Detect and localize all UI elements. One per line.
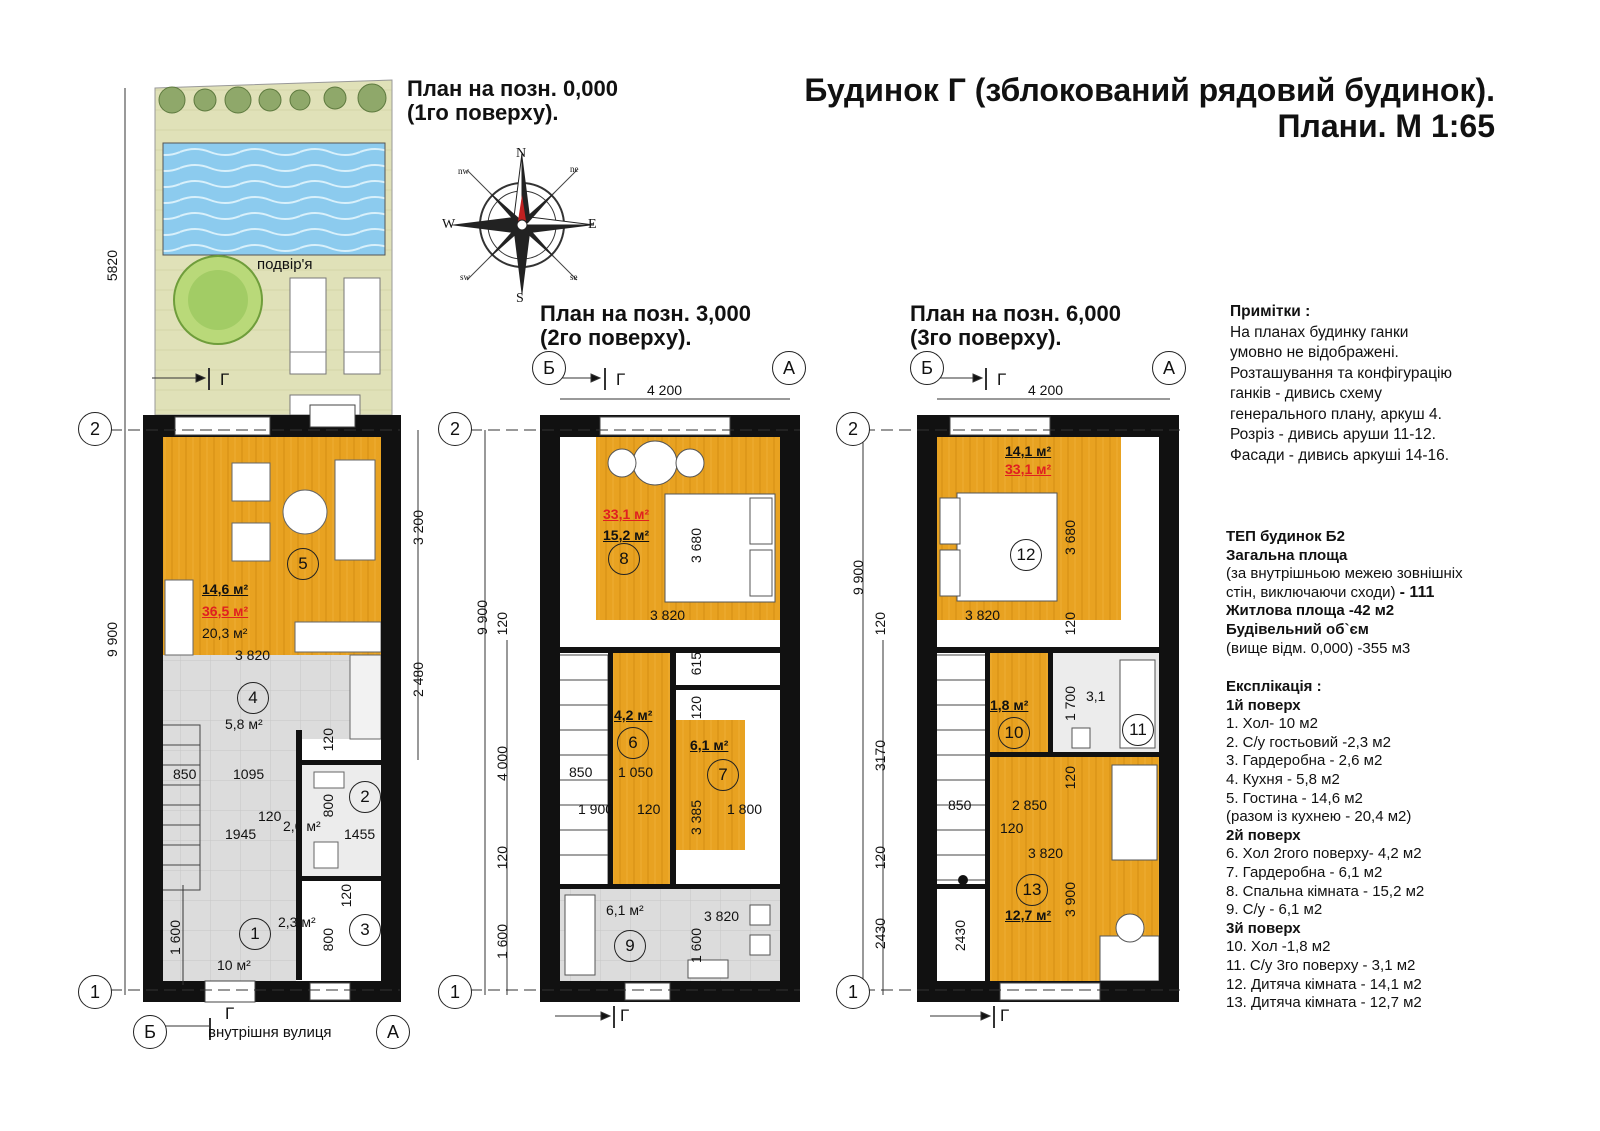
explication-block <box>1226 678 1424 1013</box>
compass-nw: nw <box>458 166 469 176</box>
dim-f1-120a: 120 <box>258 808 282 824</box>
tep-living: Житлова площа -42 м2 <box>1226 602 1395 620</box>
dim-f2-850: 850 <box>569 764 593 780</box>
dim-f3-mid: 3170 <box>872 740 888 772</box>
explication-heading: Експлікація : <box>1226 678 1322 695</box>
room2-area: 2,6 м² <box>283 818 321 834</box>
street-label: внутрішня вулиця <box>208 1024 332 1041</box>
room1-number: 1 <box>239 918 271 950</box>
notes-line: Розріз - дивись аруши 11-12. <box>1230 426 1436 443</box>
dim-f2-615: 615 <box>688 652 704 676</box>
section-mark-f2-bottom: Г <box>620 1006 630 1025</box>
room11-number: 11 <box>1122 714 1154 746</box>
tep-total-label: Загальна площа <box>1226 546 1348 564</box>
dim-f2-total: 9 900 <box>474 600 490 636</box>
floor2-plan <box>470 368 800 1028</box>
dim-f3-total: 9 900 <box>850 560 866 596</box>
dim-f1-1455: 1455 <box>344 826 376 842</box>
plan2-title-line2: (2го поверху). <box>540 325 692 350</box>
dim-f2-1800: 1 800 <box>727 801 763 817</box>
explication-item: 11. С/у 3го поверху - 3,1 м2 <box>1226 956 1416 974</box>
tep-volume-label: Будівельний об`єм <box>1226 620 1369 638</box>
section-mark-f3-top: Г <box>997 370 1007 389</box>
dim-f1-width: 3 820 <box>235 647 271 663</box>
tep-volume <box>1226 640 1516 659</box>
dim-f3-1700: 1 700 <box>1062 686 1078 722</box>
axis-a-f2: А <box>772 351 806 385</box>
plan1-title-line2: (1го поверху). <box>407 100 559 125</box>
explication-item: 4. Кухня - 5,8 м2 <box>1226 770 1340 788</box>
dim-f1-1095: 1095 <box>233 766 265 782</box>
plan2-title-line1: План на позн. 3,000 <box>540 301 751 326</box>
section-mark-f3-bottom: Г <box>1000 1006 1010 1025</box>
room7-area: 6,1 м² <box>690 737 729 753</box>
room8-area-total: 33,1 м² <box>603 506 650 522</box>
compass-n: N <box>516 146 527 161</box>
explication-floor1: 1й поверх <box>1226 696 1301 714</box>
plan1-title-line1: План на позн. 0,000 <box>407 76 618 101</box>
room2-number: 2 <box>349 781 381 813</box>
compass-e: E <box>588 217 597 232</box>
tep-note: (за внутрішньою межею зовнішніх <box>1226 565 1463 583</box>
explication-item: 12. Дитяча кімната - 14,1 м2 <box>1226 975 1422 993</box>
room9-number: 9 <box>614 930 646 962</box>
dim-f1-lower: 2 480 <box>410 662 426 698</box>
room5-area-extra: 20,3 м² <box>202 625 248 641</box>
compass-s: S <box>516 291 524 306</box>
section-mark-f1-bottom: Г <box>225 1004 235 1023</box>
dim-f2-1900: 1 900 <box>578 801 614 817</box>
room6-area: 4,2 м² <box>614 707 653 723</box>
room10-number: 10 <box>998 717 1030 749</box>
room5-number: 5 <box>287 548 319 580</box>
notes-line: На планах будинку ганки <box>1230 323 1409 341</box>
room12-number: 12 <box>1010 539 1042 571</box>
explication-item: 2. С/у гостьовий -2,3 м2 <box>1226 733 1391 751</box>
dim-f3-2430-inner: 2430 <box>952 920 968 952</box>
explication-floor2: 2й поверх <box>1226 826 1301 844</box>
room7-number: 7 <box>707 759 739 791</box>
room5-area-total: 36,5 м² <box>202 603 249 619</box>
axis-1-f3: 1 <box>836 975 870 1009</box>
sheet-title <box>804 72 1495 144</box>
dim-f3-2850: 2 850 <box>1012 797 1048 813</box>
axis-a-f3: А <box>1152 351 1186 385</box>
dim-f1-800a: 800 <box>320 794 336 818</box>
room4-number: 4 <box>237 682 269 714</box>
dim-f1-total: 9 900 <box>104 622 120 658</box>
tep-title: ТЕП будинок Б2 <box>1226 528 1345 545</box>
explication-item: 7. Гардеробна - 6,1 м2 <box>1226 863 1383 881</box>
floor1-plan <box>110 80 418 1040</box>
tep-total-value: - 111 <box>1399 583 1435 601</box>
dim-f1-120c: 120 <box>338 884 354 908</box>
notes-line: Розташування та конфігурацію <box>1230 364 1453 382</box>
dim-f2-bathh: 1 600 <box>688 928 704 964</box>
section-mark-f1-top: Г <box>220 370 230 389</box>
section-mark-f2-top: Г <box>616 370 626 389</box>
notes-heading: Примітки : <box>1230 303 1311 320</box>
room4-area: 5,8 м² <box>225 716 263 732</box>
sheet-title-line1: Будинок Г (зблокований рядовий будинок). <box>804 72 1495 108</box>
plan3-title-line1: План на позн. 6,000 <box>910 301 1121 326</box>
dim-f1-1945: 1945 <box>225 826 257 842</box>
dim-f3-120b: 120 <box>872 846 888 870</box>
dim-f3-120d: 120 <box>1062 766 1078 790</box>
plan2-title <box>540 302 751 350</box>
axis-1-f2: 1 <box>438 975 472 1009</box>
room8-number: 8 <box>608 543 640 575</box>
explication-item: 13. Дитяча кімната - 12,7 м2 <box>1226 994 1422 1012</box>
room12-area-total: 33,1 м² <box>1005 461 1052 477</box>
dim-f3-width2: 3 820 <box>1028 845 1064 861</box>
room8-area: 15,2 м² <box>603 527 650 543</box>
plan1-title <box>407 77 618 125</box>
dim-f2-bed: 3 680 <box>688 528 704 564</box>
axis-1-f1: 1 <box>78 975 112 1009</box>
room13-number: 13 <box>1016 874 1048 906</box>
dim-f3-bottom: 2430 <box>872 918 888 950</box>
axis-a-f1: А <box>376 1015 410 1049</box>
room3-number: 3 <box>349 914 381 946</box>
explication-item: 8. Спальна кімната - 15,2 м2 <box>1226 882 1425 900</box>
dim-f1-1600: 1 600 <box>167 920 183 956</box>
plan3-title-line2: (3го поверху). <box>910 325 1062 350</box>
kitchen-floor <box>163 655 381 739</box>
explication-item: 3. Гардеробна - 2,6 м2 <box>1226 752 1383 770</box>
compass-ne: ne <box>570 164 579 174</box>
axis-2-f3: 2 <box>836 412 870 446</box>
dim-f2-bottom: 1 600 <box>494 924 510 960</box>
tep-note2-text: стін, виключаючи сходи) <box>1226 583 1396 601</box>
notes-line: генерального плану, аркуш 4. <box>1230 405 1442 423</box>
room12-area: 14,1 м² <box>1005 443 1052 459</box>
notes-block <box>1230 302 1452 466</box>
dim-f2-120a: 120 <box>494 612 510 636</box>
dim-f3-850: 850 <box>948 797 972 813</box>
dim-f2-1050: 1 050 <box>618 764 654 780</box>
room5-area: 14,6 м² <box>202 581 249 597</box>
dim-f3-bedw: 3 820 <box>965 607 1001 623</box>
axis-b-f1: Б <box>133 1015 167 1049</box>
dim-f3-bed: 3 680 <box>1062 520 1078 556</box>
axis-b-f2: Б <box>532 351 566 385</box>
plan3-title <box>910 302 1121 350</box>
compass-w: W <box>442 217 456 232</box>
dim-f1-120b: 120 <box>320 728 336 752</box>
pool <box>163 143 385 255</box>
tep-volume-text: (вище відм. 0,000) -355 м3 <box>1226 639 1411 657</box>
room13-area: 12,7 м² <box>1005 907 1052 923</box>
room9-area: 6,1 м² <box>606 902 644 918</box>
sunbed-2 <box>344 278 380 374</box>
dim-f3-kidh: 3 900 <box>1062 882 1078 918</box>
dim-f3-120c: 120 <box>1062 612 1078 636</box>
dim-f2-width: 4 200 <box>647 382 683 398</box>
dim-f2-bathw: 3 820 <box>704 908 740 924</box>
dim-f1-upper: 3 200 <box>410 510 426 546</box>
explication-item: 6. Хол 2гого поверху- 4,2 м2 <box>1226 845 1422 863</box>
notes-line: Фасади - дивись аркуші 14-16. <box>1230 446 1450 464</box>
dim-f3-width: 4 200 <box>1028 382 1064 398</box>
dim-f3-120a: 120 <box>872 612 888 636</box>
dim-courtyard: 5820 <box>104 250 120 282</box>
dim-f1-850: 850 <box>173 766 197 782</box>
dim-f3-120e: 120 <box>1000 820 1024 836</box>
dim-f2-120b: 120 <box>494 846 510 870</box>
dim-f2-3385: 3 385 <box>688 800 704 836</box>
dim-f2-mid: 4 000 <box>494 746 510 782</box>
explication-item: 1. Хол- 10 м2 <box>1226 715 1318 733</box>
axis-2-f2: 2 <box>438 412 472 446</box>
explication-floor3: 3й поверх <box>1226 919 1301 937</box>
room3-area: 2,3 м² <box>278 914 316 930</box>
dim-f2-120c: 120 <box>688 696 704 720</box>
explication-item: 10. Хол -1,8 м2 <box>1226 938 1331 956</box>
dim-f2-bedw: 3 820 <box>650 607 686 623</box>
compass-sw: sw <box>460 272 471 282</box>
axis-2-f1: 2 <box>78 412 112 446</box>
tep-note2 <box>1226 584 1516 603</box>
explication-item: 9. С/у - 6,1 м2 <box>1226 901 1323 919</box>
dim-f1-800b: 800 <box>320 928 336 952</box>
tep-block <box>1226 528 1516 658</box>
courtyard-label: подвір'я <box>257 256 313 273</box>
sunbed-1 <box>290 278 326 374</box>
dim-f2-120d: 120 <box>637 801 661 817</box>
notes-line: ганків - дивись схему <box>1230 385 1382 402</box>
explication-item: 5. Гостина - 14,6 м2 <box>1226 789 1363 807</box>
room10-area: 1,8 м² <box>990 697 1029 713</box>
compass-se: se <box>570 272 578 282</box>
axis-b-f3: Б <box>910 351 944 385</box>
sheet-title-line2: Плани. М 1:65 <box>1277 108 1495 144</box>
room11-area: 3,1 <box>1086 688 1106 704</box>
room1-area: 10 м² <box>217 957 251 973</box>
explication-item: (разом із кухнею - 20,4 м2) <box>1226 808 1412 826</box>
room6-number: 6 <box>617 727 649 759</box>
notes-line: умовно не відображені. <box>1230 344 1399 361</box>
